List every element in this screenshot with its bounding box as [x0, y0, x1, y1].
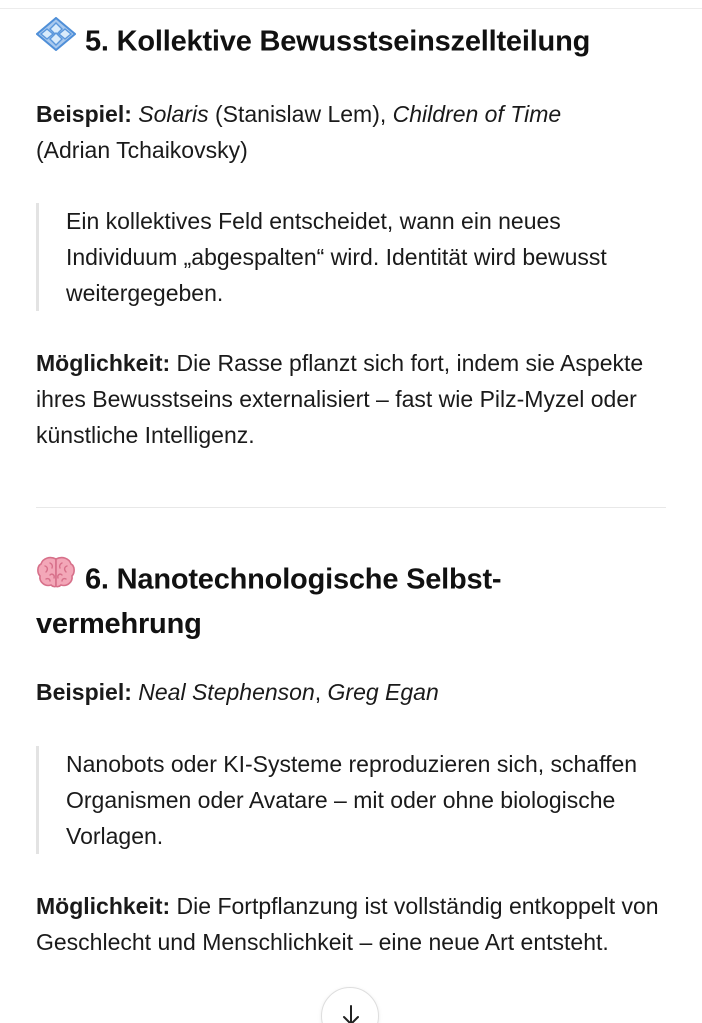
possibility-label: Möglichkeit:: [36, 893, 171, 919]
section-5-title: 5. Kollektive Bewusstseinszellteilung: [85, 25, 591, 58]
section-6-quote: Nanobots oder KI-Systeme reproduzieren sich, schaffen Organismen oder Avatare – mit oder ohne biologische Vorlagen.: [36, 746, 656, 854]
section-6-possibility: [36, 888, 666, 960]
example-label: Beispiel:: [36, 101, 132, 127]
example-separator: ,: [314, 679, 328, 705]
section-5-example: [36, 96, 666, 168]
example-author-lem: (Stanislaw Lem),: [208, 101, 393, 127]
example-label: Beispiel:: [36, 679, 132, 705]
brain-icon: [36, 555, 76, 601]
section-5-possibility: [36, 345, 666, 453]
example-work-children-of-time: Children of Time: [392, 101, 562, 127]
example-work-solaris: Solaris: [138, 101, 209, 127]
section-5-heading: [36, 20, 590, 66]
section-divider: [36, 507, 666, 508]
diamond-grid-icon: [36, 17, 76, 63]
arrow-down-icon: [341, 1004, 361, 1023]
section-6-title-line-2: vermehrung: [36, 608, 202, 640]
possibility-text: Die Fortpflanzung ist vollständig entkoppelt von Geschlecht und Menschlichkeit – eine neue Art entsteht.: [36, 893, 659, 955]
example-author-tchaikovsky: (Adrian Tchaikovsky): [36, 137, 248, 163]
section-5-quote: Ein kollektives Feld entscheidet, wann ein neues Individuum „abgespalten“ wird. Identität wird bewusst weitergegeben.: [36, 203, 656, 311]
possibility-label: Möglichkeit:: [36, 350, 171, 376]
possibility-text: Die Rasse pflanzt sich fort, indem sie Aspekte ihres Bewusstseins externalisiert – fast wie Pilz-Myzel oder künstliche Intelligenz.: [36, 350, 644, 448]
section-6-title-line-1: 6. Nanotechnologische Selbst-: [85, 563, 502, 596]
section-6-heading: [36, 558, 501, 645]
top-divider: [0, 8, 702, 9]
scroll-to-bottom-button[interactable]: [321, 987, 379, 1023]
example-author-stephenson: Neal Stephenson: [138, 679, 315, 705]
section-6-example: [36, 674, 666, 710]
example-author-egan: Greg Egan: [327, 679, 439, 705]
